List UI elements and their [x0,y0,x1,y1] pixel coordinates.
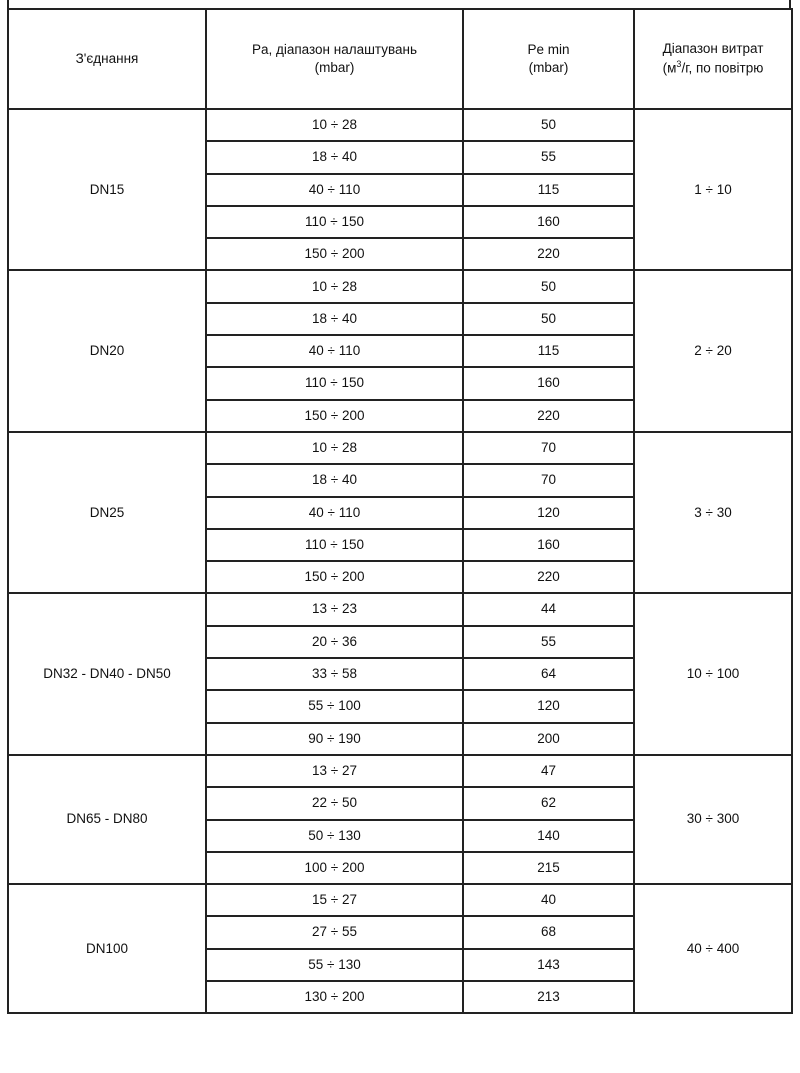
top-border-right [789,0,791,8]
header-pe-line1: Pe min [527,41,570,57]
header-flow-suffix: /г, по повітрю [681,60,764,76]
pa-range-cell: 10 ÷ 28 [206,432,463,464]
pa-range-cell: 110 ÷ 150 [206,206,463,238]
pe-min-cell: 200 [463,723,634,755]
pa-range-cell: 110 ÷ 150 [206,529,463,561]
pa-range-cell: 20 ÷ 36 [206,626,463,658]
header-pe [463,9,634,109]
table-row [8,109,792,141]
pa-range-cell: 40 ÷ 110 [206,497,463,529]
header-pa [206,9,463,109]
header-flow-sup: 3 [676,59,682,70]
pa-range-cell: 110 ÷ 150 [206,367,463,399]
pe-min-cell: 40 [463,884,634,916]
table-row [8,432,792,464]
table-body [8,109,792,1013]
pa-range-cell: 150 ÷ 200 [206,400,463,432]
pe-min-cell: 213 [463,981,634,1013]
pa-range-cell: 90 ÷ 190 [206,723,463,755]
header-pa-line1: Pa, діапазон налаштувань [251,41,418,57]
pe-min-cell: 160 [463,367,634,399]
pa-range-cell: 100 ÷ 200 [206,852,463,884]
connection-cell: DN15 [8,109,206,270]
pe-min-cell: 70 [463,432,634,464]
pa-range-cell: 150 ÷ 200 [206,561,463,593]
flow-range-cell: 30 ÷ 300 [634,755,792,884]
connection-cell: DN20 [8,270,206,431]
pe-min-cell: 220 [463,561,634,593]
pa-range-cell: 22 ÷ 50 [206,787,463,819]
pe-min-cell: 50 [463,270,634,302]
pa-range-cell: 130 ÷ 200 [206,981,463,1013]
header-flow [634,9,792,109]
pa-range-cell: 50 ÷ 130 [206,820,463,852]
pe-min-cell: 143 [463,949,634,981]
pe-min-cell: 160 [463,206,634,238]
connection-cell: DN32 - DN40 - DN50 [8,593,206,754]
header-flow-line1: Діапазон витрат [662,41,764,57]
header-pe-line2: (mbar) [528,60,569,75]
pe-min-cell: 115 [463,335,634,367]
table-row [8,755,792,787]
header-row [8,9,792,109]
flow-range-cell: 1 ÷ 10 [634,109,792,270]
pe-min-cell: 44 [463,593,634,625]
pe-min-cell: 64 [463,658,634,690]
pe-min-cell: 160 [463,529,634,561]
pe-min-cell: 115 [463,174,634,206]
pe-min-cell: 62 [463,787,634,819]
pa-range-cell: 18 ÷ 40 [206,464,463,496]
flow-range-cell: 3 ÷ 30 [634,432,792,593]
pa-range-cell: 13 ÷ 23 [206,593,463,625]
pa-range-cell: 150 ÷ 200 [206,238,463,270]
pa-range-cell: 27 ÷ 55 [206,916,463,948]
pe-min-cell: 70 [463,464,634,496]
pe-min-cell: 120 [463,690,634,722]
flow-range-cell: 40 ÷ 400 [634,884,792,1013]
header-flow-prefix: (м [662,60,677,76]
pe-min-cell: 50 [463,303,634,335]
top-border-left [7,0,9,8]
pa-range-cell: 55 ÷ 100 [206,690,463,722]
pa-range-cell: 40 ÷ 110 [206,174,463,206]
pa-range-cell: 40 ÷ 110 [206,335,463,367]
pe-min-cell: 140 [463,820,634,852]
pa-range-cell: 33 ÷ 58 [206,658,463,690]
table-row [8,884,792,916]
pe-min-cell: 220 [463,238,634,270]
pe-min-cell: 220 [463,400,634,432]
connection-cell: DN25 [8,432,206,593]
table-row [8,593,792,625]
connection-cell: DN100 [8,884,206,1013]
header-connection [8,9,206,109]
flow-range-cell: 2 ÷ 20 [634,270,792,431]
pa-range-cell: 55 ÷ 130 [206,949,463,981]
pe-min-cell: 55 [463,626,634,658]
pe-min-cell: 68 [463,916,634,948]
pa-range-cell: 10 ÷ 28 [206,109,463,141]
pe-min-cell: 120 [463,497,634,529]
header-connection-label: З'єднання [75,50,139,66]
pe-min-cell: 55 [463,141,634,173]
header-pa-line2: (mbar) [314,60,355,75]
pe-min-cell: 50 [463,109,634,141]
pe-min-cell: 47 [463,755,634,787]
pa-range-cell: 10 ÷ 28 [206,270,463,302]
table-row [8,270,792,302]
pa-range-cell: 18 ÷ 40 [206,303,463,335]
flow-range-cell: 10 ÷ 100 [634,593,792,754]
regulator-spec-table [7,8,793,1014]
pa-range-cell: 13 ÷ 27 [206,755,463,787]
pe-min-cell: 215 [463,852,634,884]
pa-range-cell: 15 ÷ 27 [206,884,463,916]
connection-cell: DN65 - DN80 [8,755,206,884]
pa-range-cell: 18 ÷ 40 [206,141,463,173]
